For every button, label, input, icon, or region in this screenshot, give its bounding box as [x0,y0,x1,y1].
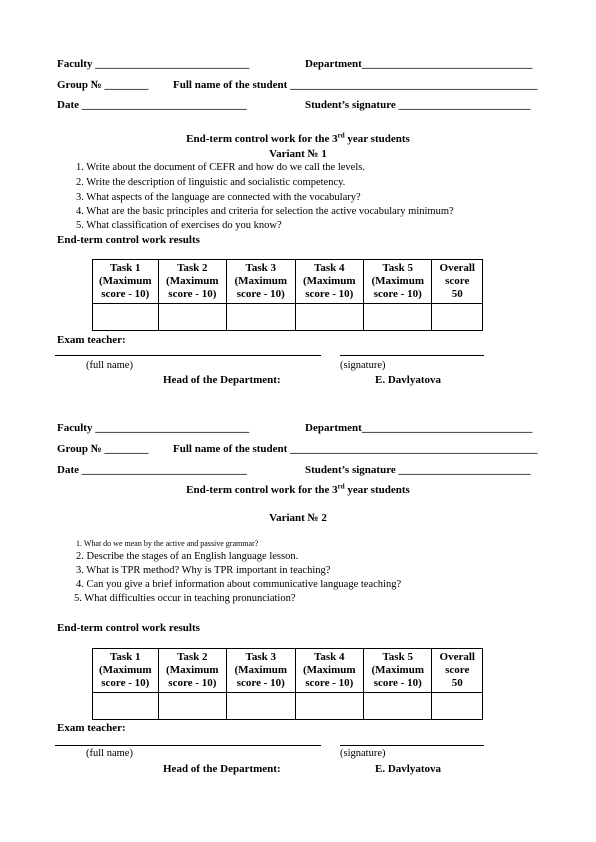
score-cell-task-1[interactable] [93,693,159,720]
header-task-5: Task 5 (Maximum score - 10) [364,649,432,693]
signature-caption-2: (signature) [340,748,386,759]
score-table-input-row[interactable] [93,304,483,331]
full-name-field: Full name of the student _____________________________________________ [173,79,538,91]
faculty-field: Faculty ____________________________ [57,58,250,70]
header-task-5: Task 5 (Maximum score - 10) [364,260,432,304]
score-table-header [93,260,483,304]
student-signature-field: Student’s signature ________________________ [305,99,531,111]
student-signature-field-2: Student’s signature ________________________ [305,464,531,476]
exam-teacher-label-2: Exam teacher: [57,722,126,734]
header-task-1: Task 1 (Maximum score - 10) [93,260,159,304]
header-task-1: Task 1 (Maximum score - 10) [93,649,159,693]
full-name-caption: (full name) [86,360,133,371]
exam-teacher-label: Exam teacher: [57,334,126,346]
date-field: Date ______________________________ [57,99,247,111]
question-2-3: 3. What is TPR method? Why is TPR important in teaching? [76,565,331,576]
title-variant-2: End-term control work for the 3rd year students [186,482,410,496]
teacher-name-line-2 [55,745,321,746]
header-task-4: Task 4 (Maximum score - 10) [295,260,363,304]
score-cell-task-3[interactable] [227,693,295,720]
question-3: 3. What aspects of the language are connected with the vocabulary? [76,192,361,203]
header-task-3: Task 3 (Maximum score - 10) [227,260,295,304]
title-variant-1: End-term control work for the 3rd year students [186,131,410,145]
question-4: 4. What are the basic principles and criteria for selection the active vocabulary minimum? [76,206,454,217]
question-2-5: 5. What difficulties occur in teaching pronunciation? [74,593,296,604]
score-cell-task-1[interactable] [93,304,159,331]
group-field-2: Group № ________ [57,443,149,455]
department-field-2: Department_______________________________ [305,422,533,434]
variant-1-label: Variant № 1 [269,148,327,160]
score-table-1 [92,259,483,331]
results-heading-1: End-term control work results [57,234,200,246]
header-task-2: Task 2 (Maximum score - 10) [158,260,226,304]
full-name-caption-2: (full name) [86,748,133,759]
score-table-input-row[interactable] [93,693,483,720]
teacher-signature-line [340,355,484,356]
faculty-field-2: Faculty ____________________________ [57,422,250,434]
score-cell-overall[interactable] [432,304,483,331]
score-cell-task-5[interactable] [364,693,432,720]
question-2-1: 1. What do we mean by the active and passive grammar? [76,539,259,548]
question-1: 1. Write about the document of CEFR and how do we call the levels. [76,162,365,173]
question-2-2: 2. Describe the stages of an English language lesson. [76,551,299,562]
score-cell-task-2[interactable] [158,693,226,720]
results-heading-2: End-term control work results [57,622,200,634]
score-cell-overall[interactable] [432,693,483,720]
score-cell-task-4[interactable] [295,304,363,331]
header-task-3: Task 3 (Maximum score - 10) [227,649,295,693]
header-overall: Overall score 50 [432,260,483,304]
date-field-2: Date ______________________________ [57,464,247,476]
header-task-2: Task 2 (Maximum score - 10) [158,649,226,693]
header-task-4: Task 4 (Maximum score - 10) [295,649,363,693]
head-of-department-label-2: Head of the Department: [163,763,281,775]
head-of-department-name: E. Davlyatova [375,374,441,386]
question-2: 2. Write the description of linguistic and socialistic competency. [76,177,346,188]
head-of-department-name-2: E. Davlyatova [375,763,441,775]
head-of-department-label: Head of the Department: [163,374,281,386]
teacher-signature-line-2 [340,745,484,746]
question-5: 5. What classification of exercises do you know? [76,220,282,231]
score-cell-task-5[interactable] [364,304,432,331]
teacher-name-line [55,355,321,356]
variant-2-label: Variant № 2 [269,512,327,524]
signature-caption: (signature) [340,360,386,371]
score-cell-task-2[interactable] [158,304,226,331]
question-2-4: 4. Can you give a brief information about communicative language teaching? [76,579,402,590]
score-table-header [93,649,483,693]
full-name-field-2: Full name of the student _____________________________________________ [173,443,538,455]
header-overall: Overall score 50 [432,649,483,693]
score-cell-task-3[interactable] [227,304,295,331]
department-field: Department_______________________________ [305,58,533,70]
score-cell-task-4[interactable] [295,693,363,720]
group-field: Group № ________ [57,79,149,91]
score-table-2 [92,648,483,720]
